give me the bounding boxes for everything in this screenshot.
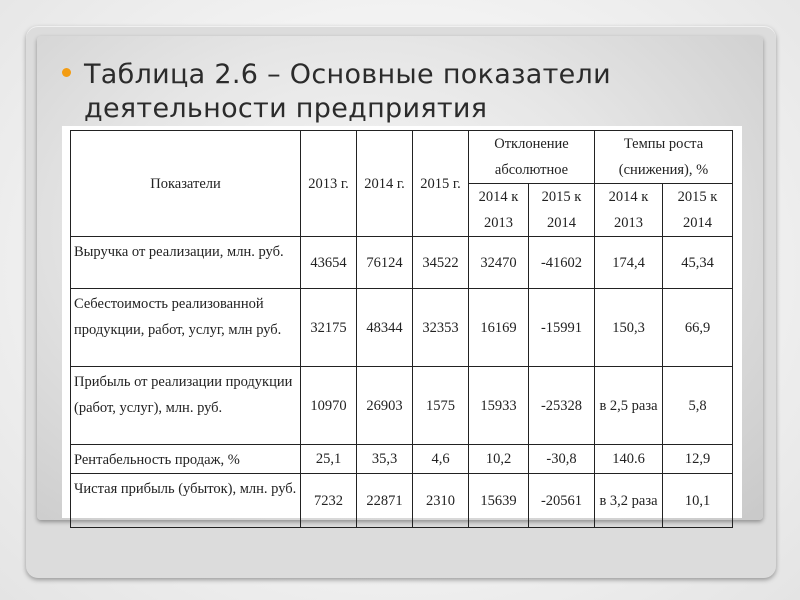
row-label: Рентабельность продаж, % — [71, 445, 301, 474]
header-2013: 2013 г. — [301, 131, 357, 237]
table-cell: 10,2 — [469, 445, 529, 474]
row-label: Чистая прибыль (убыток), млн. руб. — [71, 474, 301, 528]
header-growth-rate: Темпы роста (снижения), % — [595, 131, 733, 184]
table-cell: -15991 — [529, 289, 595, 367]
table-cell: 2310 — [413, 474, 469, 528]
table-row — [71, 237, 733, 289]
indicators-table — [70, 130, 733, 528]
header-row-1 — [71, 131, 733, 184]
table-cell: 15933 — [469, 367, 529, 445]
header-sub-cell: 2014 к 2013 — [595, 184, 663, 237]
slide-title: Таблица 2.6 – Основные показатели деятельности предприятия — [84, 59, 611, 124]
table-cell: 5,8 — [663, 367, 733, 445]
table-cell: 15639 — [469, 474, 529, 528]
table-cell: 4,6 — [413, 445, 469, 474]
table-cell: -30,8 — [529, 445, 595, 474]
table-cell: -41602 — [529, 237, 595, 289]
header-sub-cell: 2015 к 2014 — [529, 184, 595, 237]
table-cell: 140.6 — [595, 445, 663, 474]
row-label: Выручка от реализации, млн. руб. — [71, 237, 301, 289]
table-cell: в 2,5 раза — [595, 367, 663, 445]
table-cell: 25,1 — [301, 445, 357, 474]
table-cell: 7232 — [301, 474, 357, 528]
table-cell: 76124 — [357, 237, 413, 289]
table-cell: в 3,2 раза — [595, 474, 663, 528]
header-sub-cell: 2014 к 2013 — [469, 184, 529, 237]
header-sub-cell: 2015 к 2014 — [663, 184, 733, 237]
table-cell: 12,9 — [663, 445, 733, 474]
row-label: Прибыль от реализации продукции (работ, услуг), млн. руб. — [71, 367, 301, 445]
table-cell: 10,1 — [663, 474, 733, 528]
table-cell: 66,9 — [663, 289, 733, 367]
table-cell: 48344 — [357, 289, 413, 367]
table-cell: 10970 — [301, 367, 357, 445]
table-cell: 150,3 — [595, 289, 663, 367]
table-cell: -25328 — [529, 367, 595, 445]
table-cell: 32175 — [301, 289, 357, 367]
table-row — [71, 474, 733, 528]
bullet-icon — [62, 68, 71, 77]
table-cell: 34522 — [413, 237, 469, 289]
table-row — [71, 445, 733, 474]
table-row — [71, 367, 733, 445]
table-row — [71, 289, 733, 367]
header-indicators: Показатели — [71, 131, 301, 237]
table-cell: 174,4 — [595, 237, 663, 289]
table-cell: 16169 — [469, 289, 529, 367]
table-cell: 1575 — [413, 367, 469, 445]
table-cell: -20561 — [529, 474, 595, 528]
table-cell: 45,34 — [663, 237, 733, 289]
table-cell: 32353 — [413, 289, 469, 367]
header-abs-deviation: Отклонение абсолютное — [469, 131, 595, 184]
table-cell: 22871 — [357, 474, 413, 528]
header-2014: 2014 г. — [357, 131, 413, 237]
title-block — [62, 58, 752, 126]
table-cell: 32470 — [469, 237, 529, 289]
table-cell: 26903 — [357, 367, 413, 445]
header-2015: 2015 г. — [413, 131, 469, 237]
row-label: Себестоимость реализованной продукции, работ, услуг, млн руб. — [71, 289, 301, 367]
table-cell: 43654 — [301, 237, 357, 289]
table-image — [62, 126, 742, 518]
table-cell: 35,3 — [357, 445, 413, 474]
